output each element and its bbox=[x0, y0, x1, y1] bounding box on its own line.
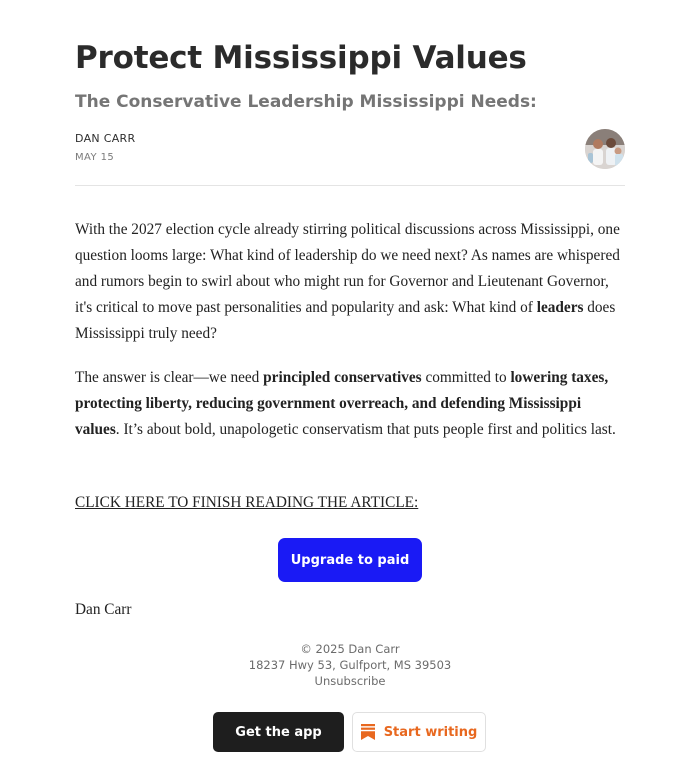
post-date: MAY 15 bbox=[75, 152, 115, 163]
start-writing-button[interactable] bbox=[352, 712, 486, 752]
post-title: Protect Mississippi Values bbox=[75, 40, 527, 76]
header-divider bbox=[75, 185, 625, 186]
substack-logo-icon bbox=[361, 724, 375, 740]
paragraph-1: With the 2027 election cycle already stirring political discussions across Mississippi, one question looms large: What kind of leadership do we need next? As names are whispered and rumors begin to swirl about who might run for Governor and Lieutenant Governor, it's critical to move past personalities and popularity and ask: What kind of leaders does Mississippi truly need? bbox=[75, 221, 620, 342]
unsubscribe-link[interactable]: Unsubscribe bbox=[314, 674, 386, 688]
finish-reading-link[interactable]: CLICK HERE TO FINISH READING THE ARTICLE: bbox=[75, 494, 419, 511]
get-the-app-button[interactable]: Get the app bbox=[213, 712, 344, 752]
signoff: Dan Carr bbox=[75, 601, 132, 618]
email-footer bbox=[0, 641, 700, 689]
byline bbox=[75, 132, 135, 163]
upgrade-to-paid-button[interactable]: Upgrade to paid bbox=[278, 538, 422, 582]
paragraph-2: The answer is clear—we need principled conservatives committed to lowering taxes, protecting liberty, reducing government overreach, and defending Mississippi values. It’s about bold, unapologetic conservatism that puts people first and politics last. bbox=[75, 369, 616, 438]
start-writing-label: Start writing bbox=[383, 724, 478, 740]
avatar[interactable] bbox=[585, 129, 625, 169]
author-name[interactable]: DAN CARR bbox=[75, 132, 136, 145]
post-subtitle: The Conservative Leadership Mississippi Needs: bbox=[75, 92, 537, 112]
footer-address: 18237 Hwy 53, Gulfport, MS 39503 bbox=[248, 658, 452, 672]
article-body bbox=[75, 217, 625, 461]
author-avatar-icon bbox=[585, 129, 625, 169]
footer-copyright: © 2025 Dan Carr bbox=[300, 642, 400, 656]
